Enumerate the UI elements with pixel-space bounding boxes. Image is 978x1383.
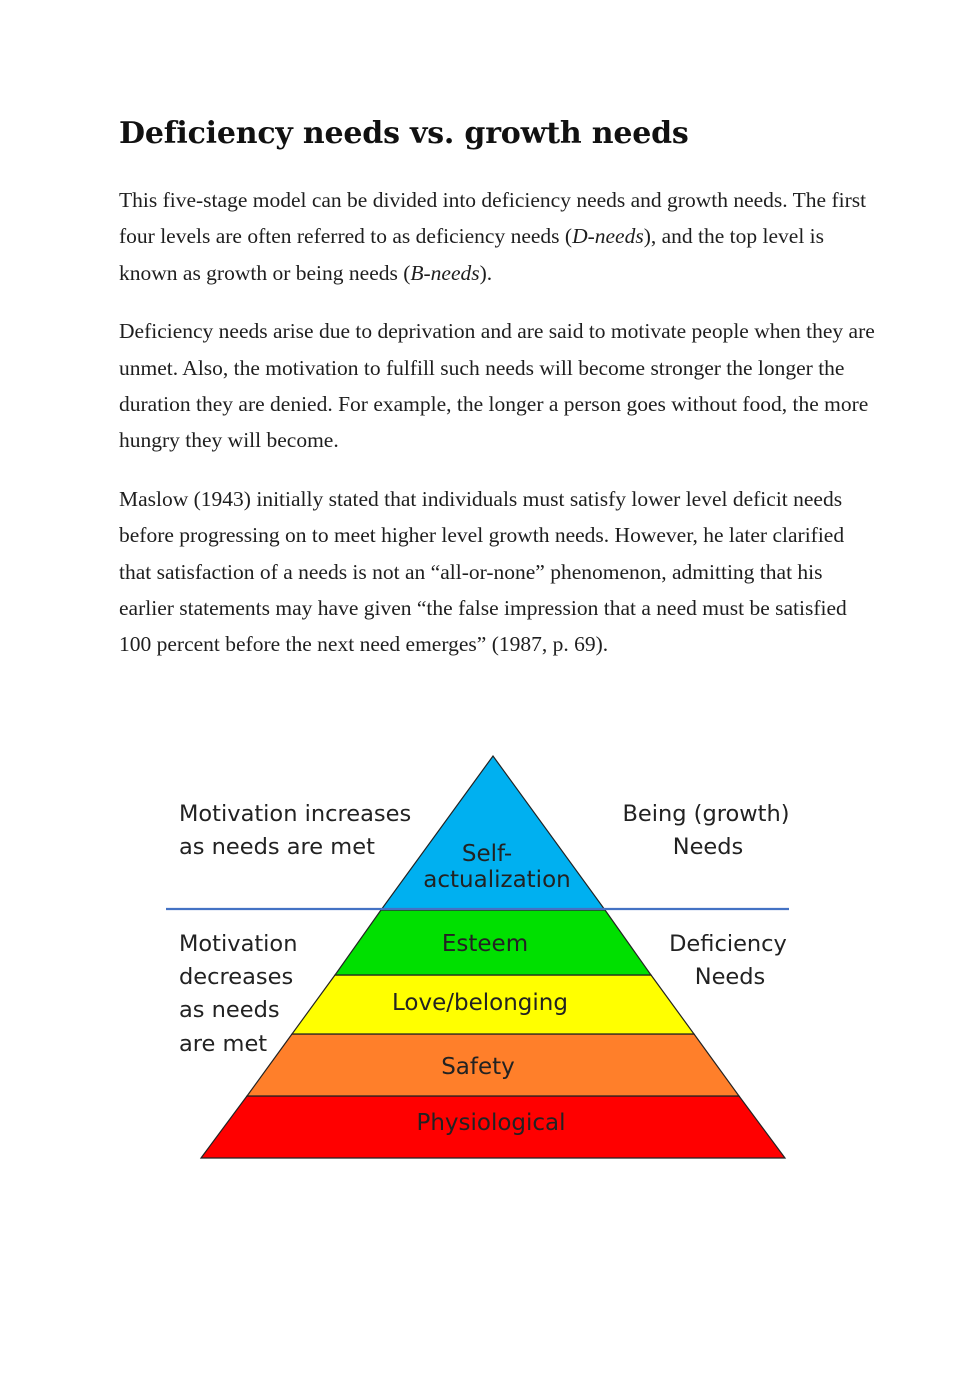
- label-esteem: Esteem: [441, 931, 529, 957]
- label-physiological: Physiological: [416, 1110, 566, 1136]
- left-top-line-2: as needs are met: [179, 834, 375, 860]
- right-bottom-line-2: Needs: [694, 964, 766, 990]
- label-safety: Safety: [441, 1054, 515, 1080]
- label-love-belonging: Love/belonging: [392, 990, 568, 1016]
- left-bottom-line-3: as needs: [179, 997, 280, 1023]
- right-top-line-1: Being (growth): [622, 801, 790, 827]
- right-top-line-2: Needs: [672, 834, 744, 860]
- left-bottom-line-4: are met: [179, 1031, 268, 1057]
- article: [119, 112, 879, 685]
- maslow-pyramid-diagram: [0, 740, 978, 1180]
- paragraph-1: [119, 182, 879, 291]
- left-top-line-1: Motivation increases: [179, 801, 412, 827]
- paragraph-3: Maslow (1943) initially stated that individuals must satisfy lower level deficit needs before progressing on to meet higher level growth needs. However, he later clarified that satisfaction of a needs is not an “all-or-none” phenomenon, admitting that his earlier statements may have given “the false impression that a need must be satisfied 100 percent before the next need emerges” (1987, p. 69).: [119, 486, 847, 657]
- right-bottom-line-1: Deficiency: [669, 931, 787, 957]
- b-needs-term: B-needs: [410, 260, 480, 285]
- paragraph-2: Deficiency needs arise due to deprivation and are said to motivate people when they are unmet. Also, the motivation to fulfill such needs will become stronger the longer the duration they are denied. For example, the longer a person goes without food, the more hungry they will become.: [119, 319, 875, 453]
- paragraph-1-text-e: ).: [479, 260, 493, 285]
- left-bottom-line-1: Motivation: [179, 931, 298, 957]
- label-self-actualization-1: Self-: [461, 841, 513, 867]
- left-bottom-line-2: decreases: [179, 964, 294, 990]
- maslow-pyramid-figure: [0, 740, 978, 1180]
- article-title: Deficiency needs vs. growth needs: [119, 116, 689, 151]
- paragraph-1-text-a: This five-stage model can be divided into deficiency needs and growth needs. The first four levels are often referred to as deficiency needs (: [119, 188, 867, 249]
- label-self-actualization-2: actualization: [423, 867, 571, 893]
- d-needs-term: D-needs: [572, 224, 644, 249]
- paragraph-1-text-c: ), and the top level is known as growth or being needs (: [119, 224, 825, 285]
